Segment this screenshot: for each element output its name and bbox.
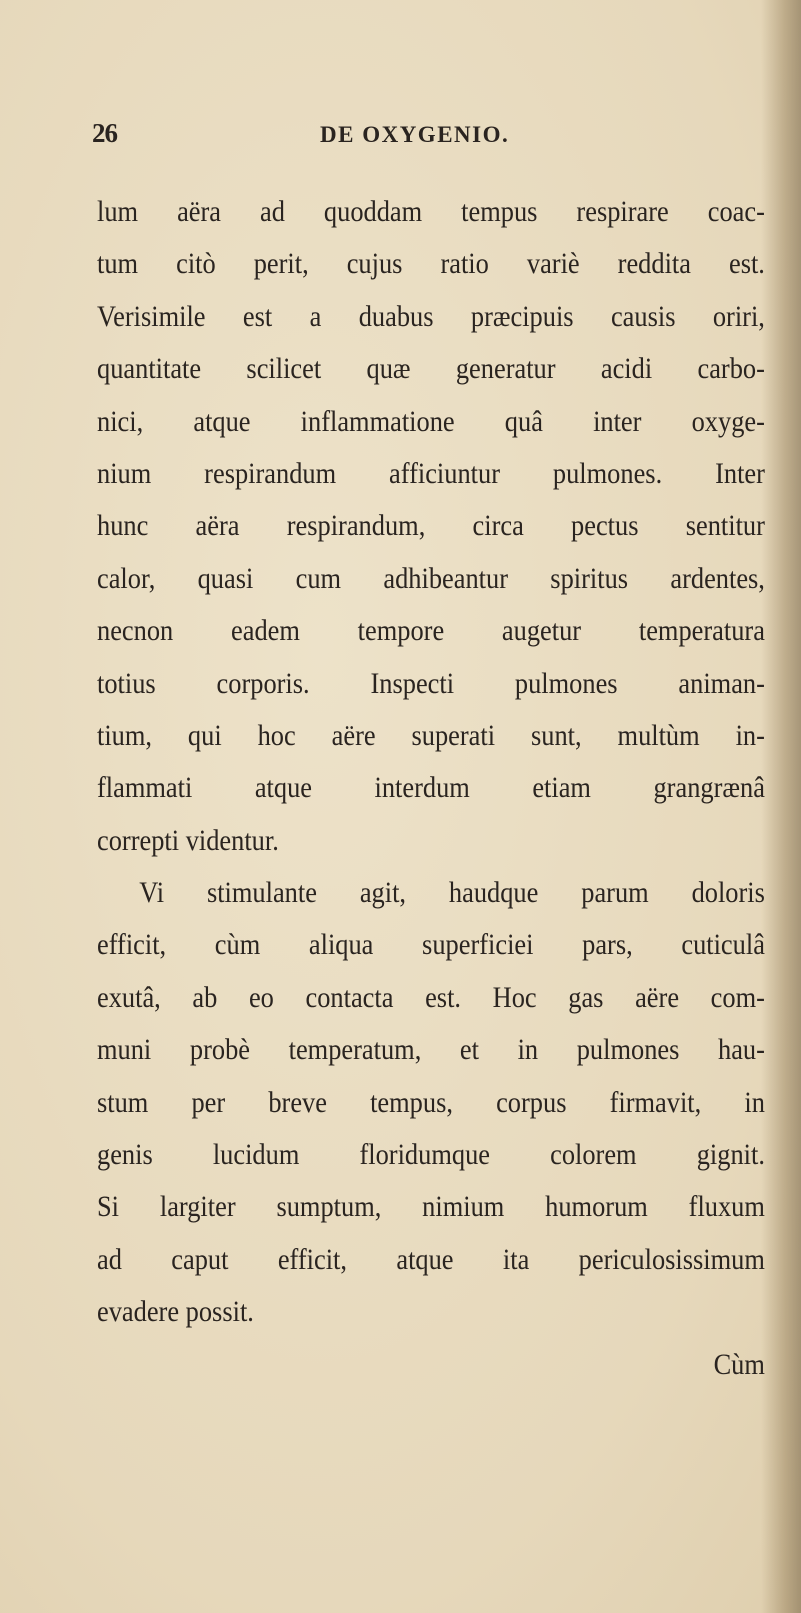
text-line: necnon eadem tempore augetur temperatura [97,614,765,648]
page-header [92,118,772,158]
text-line: ad caput efficit, atque ita periculosissimum [97,1242,765,1276]
catchword: Cùm [713,1347,765,1381]
page-body [97,186,765,1391]
text-line: quantitate scilicet quæ generatur acidi carbo- [97,352,765,386]
text-line: Verisimile est a duabus præcipuis causis oriri, [97,299,765,333]
text-line: evadere possit. [97,1295,254,1329]
text-line: calor, quasi cum adhibeantur spiritus ardentes, [97,561,765,595]
text-line: lum aëra ad quoddam tempus respirare coac- [97,195,765,228]
running-title: DE OXYGENIO. [320,122,510,147]
text-line: nium respirandum afficiuntur pulmones. Inter [97,456,765,490]
page-number: 26 [92,118,117,148]
text-line: totius corporis. Inspecti pulmones animan- [97,666,765,700]
text-line: nici, atque inflammatione quâ inter oxyge- [97,404,765,438]
text-line: flammati atque interdum etiam grangrænâ [97,771,765,805]
text-line: tium, qui hoc aëre superati sunt, multùm in- [97,718,765,752]
text-line: tum citò perit, cujus ratio variè reddita est. [97,247,765,281]
text-line: correpti videntur. [97,823,279,857]
text-line: Vi stimulante agit, haudque parum doloris [139,876,765,910]
text-line: efficit, cùm aliqua superficiei pars, cuticulâ [97,928,765,962]
text-line: genis lucidum floridumque colorem gignit. [97,1138,765,1172]
text-line: Si largiter sumptum, nimium humorum fluxum [97,1190,765,1224]
text-line: stum per breve tempus, corpus firmavit, in [97,1085,765,1119]
text-line: exutâ, ab eo contacta est. Hoc gas aëre com- [97,980,765,1014]
text-line: hunc aëra respirandum, circa pectus sentitur [97,509,765,543]
text-line: muni probè temperatum, et in pulmones hau- [97,1033,765,1067]
